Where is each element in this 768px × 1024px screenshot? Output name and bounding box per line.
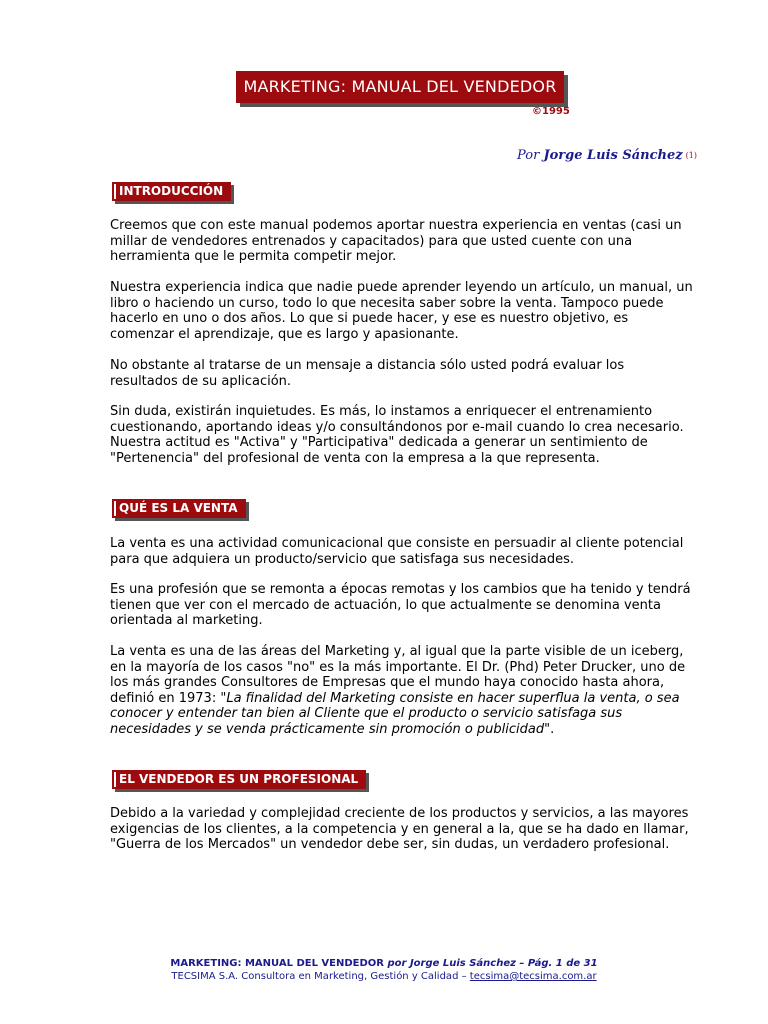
footer-company: TECSIMA S.A. Consultora en Marketing, Gestión y Calidad – [171,971,470,982]
footer-author-page: Jorge Luis Sánchez – Pág. 1 de 31 [409,958,598,969]
intro-paragraph-2: Nuestra experiencia indica que nadie puede aprender leyendo un artículo, un manual, un libro o haciendo un curso, todo lo que necesita saber sobre la venta. Tampoco puede hacerlo en uno o dos años. Lo que si puede hacer, y ese es nuestro objetivo, es comenzar el aprendizaje, que es largo y apasionante. [110,280,693,342]
venta-paragraph-3-text: La venta es una de las áreas del Marketing y, al igual que la parte visible de un iceberg, en la mayoría de los casos "no" es la más importante. El Dr. (Phd) Peter Drucker, uno de los más grandes Consultores de Empresas que el mundo haya conocido hasta ahora, definió en 1973: [110,644,686,706]
copyright: ©1995 [532,106,570,117]
venta-paragraph-3-end: . [550,721,555,737]
author-name: Jorge Luis Sánchez [543,148,683,163]
footnote-marker: (1) [685,151,697,160]
intro-paragraph-4: Sin duda, existirán inquietudes. Es más, lo instamos a enriquecer el entrenamiento cuestionando, aportando ideas y/o consultándonos por e-mail cuando lo crea necesario. Nuestra actitud es "Activa" y "Participativa" dedicada a generar un sentimiento de "Pertenencia" del profesional de venta con la empresa a la que representa. [110,404,684,466]
footer-email-link[interactable]: tecsima@tecsima.com.ar [469,971,597,982]
drucker-quote: "La finalidad del Marketing consiste en hacer superflua la venta, o sea conocer y entender tan bien al Cliente que el producto o servicio satisfaga sus necesidades y se venda prácticamente sin promoción o publicidad" [110,690,680,737]
footer-line-1 [0,957,768,970]
intro-paragraph-3: No obstante al tratarse de un mensaje a distancia sólo usted podrá evaluar los resultados de su aplicación. [110,358,625,389]
venta-paragraph-1: La venta es una actividad comunicacional que consiste en persuadir al cliente potencial para que adquiera un producto/servicio que satisfaga sus necesidades. [110,536,684,567]
section-heading-el-vendedor: EL VENDEDOR ES UN PROFESIONAL [112,770,366,789]
page-footer [0,957,768,983]
section-heading-que-es-la-venta: QUÉ ES LA VENTA [112,499,246,518]
section-heading-introduccion: INTRODUCCIÓN [112,182,231,201]
footer-title: MARKETING: MANUAL DEL VENDEDOR [170,958,384,969]
byline [517,148,697,163]
venta-paragraph-2: Es una profesión que se remonta a épocas remotas y los cambios que ha tenido y tendrá tienen que ver con el mercado de actuación, lo que actualmente se denomina venta orientada al marketing. [110,582,691,628]
byline-prefix: Por [517,148,544,163]
venta-paragraph-3 [110,644,695,737]
vendedor-paragraph-1: Debido a la variedad y complejidad creciente de los productos y servicios, a las mayores exigencias de los clientes, a la competencia y en general a la, que se ha dado en llamar, "Guerra de los Mercados" un vendedor debe ser, sin dudas, un verdadero profesional. [110,806,689,852]
footer-por: por [387,958,407,969]
footer-line-2 [0,970,768,983]
document-title: MARKETING: MANUAL DEL VENDEDOR [236,71,564,103]
intro-paragraph-1: Creemos que con este manual podemos aportar nuestra experiencia en ventas (casi un millar de vendedores entrenados y capacitados) para que usted cuente con una herramienta que le permita competir mejor. [110,218,682,264]
